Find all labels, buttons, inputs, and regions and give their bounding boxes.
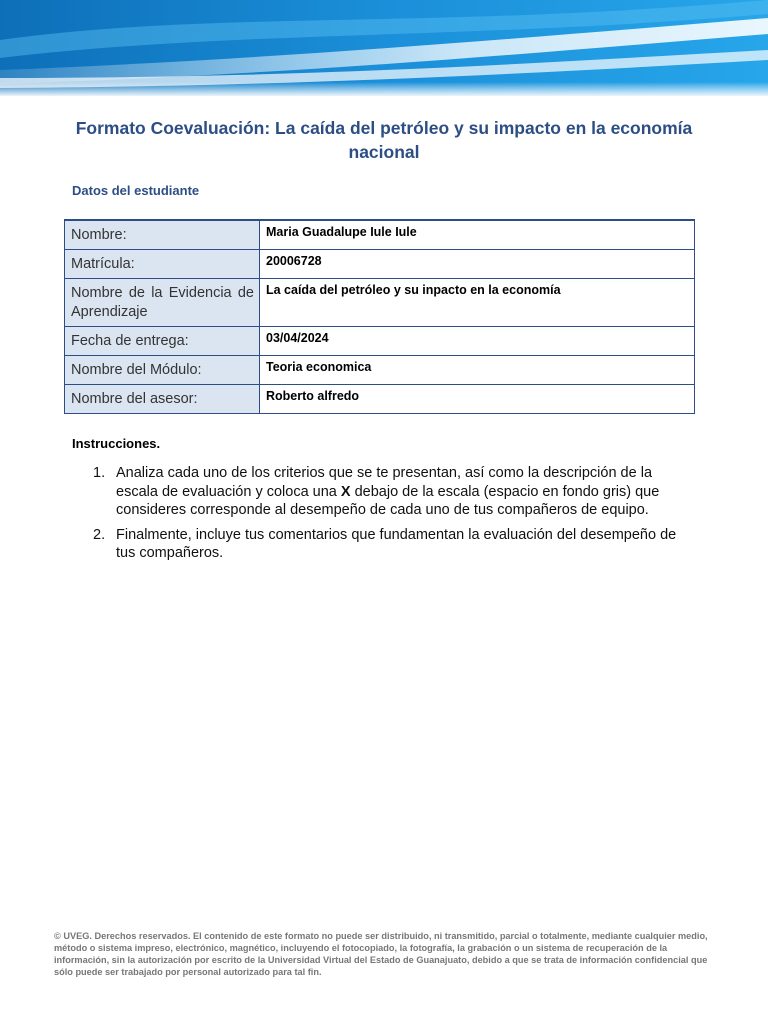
table-row (65, 327, 695, 356)
delivery-date-value[interactable]: 03/04/2024 (260, 327, 695, 356)
student-data-table (64, 219, 695, 414)
name-value[interactable]: Maria Guadalupe Iule Iule (260, 220, 695, 250)
instruction-text: Finalmente, incluye tus comentarios que fundamentan la evaluación del desempeño de tus compañeros. (116, 526, 677, 561)
enrollment-value[interactable]: 20006728 (260, 250, 695, 279)
table-row (65, 385, 695, 414)
name-label: Nombre: (65, 220, 260, 250)
delivery-date-label: Fecha de entrega: (65, 327, 260, 356)
table-row (65, 356, 695, 385)
copyright-footer: © UVEG. Derechos reservados. El contenido de este formato no puede ser distribuido, ni transmitido, parcial o totalmente, mediante cualquier medio, método o sistema impreso, electrónico, magnético, incluyendo el fotocopiado, la fotografía, la grabación o un sistema de recuperación de la información, sin la autorización por escrito de la Universidad Virtual del Estado de Guanajuato, debido a que se trata de información confidencial que sólo puede ser trabajado por personal autorizado para tal fin. (54, 931, 708, 977)
student-data-heading: Datos del estudiante (72, 183, 200, 198)
instruction-text-after: debajo de la escala (espacio en fondo gris) que consideres corresponde al desempeño de cada uno de tus compañeros de equipo. (116, 483, 660, 518)
instruction-text-before: Analiza cada uno de los criterios que se te presentan, así como la descripción de la escala de evaluación y coloca una (116, 465, 653, 500)
instruction-number: 1. (93, 465, 106, 481)
table-row (65, 220, 695, 250)
module-name-label: Nombre del Módulo: (65, 356, 260, 385)
evidence-name-value[interactable]: La caída del petróleo y su inpacto en la economía (260, 279, 695, 327)
module-name-value[interactable]: Teoria economica (260, 356, 695, 385)
document-title: Formato Coevaluación: La caída del petróleo y su impacto en la economía nacional (75, 118, 693, 162)
evidence-name-label: Nombre de la Evidencia de Aprendizaje (65, 279, 260, 327)
instructions-list (93, 464, 693, 569)
instruction-item (93, 464, 693, 520)
enrollment-label: Matrícula: (65, 250, 260, 279)
table-row (65, 279, 695, 327)
table-row (65, 250, 695, 279)
instruction-number: 2. (93, 526, 106, 543)
header-banner (0, 0, 768, 96)
instructions-heading: Instrucciones. (72, 436, 161, 451)
instruction-item (93, 526, 693, 563)
advisor-name-value[interactable]: Roberto alfredo (260, 385, 695, 414)
instruction-mark: X (340, 483, 351, 500)
instruction-text (116, 464, 693, 520)
advisor-name-label: Nombre del asesor: (65, 385, 260, 414)
